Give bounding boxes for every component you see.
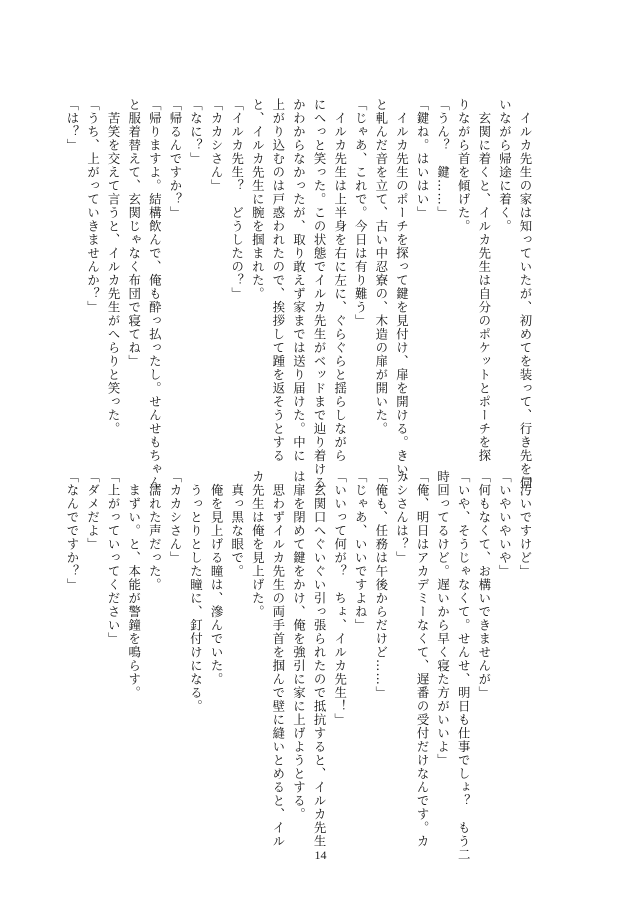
text-line: と服着替えて、玄関じゃなく布団で寝てね」	[126, 98, 142, 368]
text-line: 思わずイルカ先生の両手首を掴んで壁に縫いとめると、イル	[270, 470, 286, 848]
text-line: 「いやいやいや」	[497, 470, 513, 578]
text-line: 「汚いですけど」	[518, 470, 533, 578]
text-line: 「帰りますよ。結構飲んで、俺も酔っ払ったし。せんせもちゃん	[147, 98, 163, 490]
text-line: 玄関に着くと、イルカ先生は自分のポケットとポーチを探	[476, 98, 492, 463]
text-line: 「じゃあ、これで。今日は有り難う」	[353, 98, 369, 328]
text-line: 「なに？」	[188, 98, 204, 166]
text-line: いながら帰途に着く。	[497, 98, 513, 233]
text-line: うっとりとした瞳に、釘付けになる。	[188, 470, 204, 713]
text-line: 「うち、上がっていきませんか？」	[85, 98, 101, 314]
text-line: は扉を閉めて鍵をかけ、俺を強引に家に上げようとする。	[291, 470, 307, 821]
text-line: イルカ先生は上半身を右に左に、ぐらぐらと揺らしながら	[332, 98, 348, 463]
text-line: まずい。と、本能が警鐘を鳴らす。	[126, 470, 142, 700]
text-line: 「ダメだよ」	[85, 470, 101, 551]
text-line: 「俺も、任務は午後からだけど……」	[373, 470, 389, 700]
text-line: 「カカシさん」	[209, 98, 225, 193]
text-line: イルカ先生のポーチを探って鍵を見付け、扉を開ける。きい、	[394, 98, 410, 490]
text-line: と、イルカ先生に腕を掴まれた。	[250, 98, 266, 301]
text-line: 「は？」	[64, 98, 80, 152]
text-line: 「何もなくて、お構いできませんが」	[476, 470, 492, 700]
text-line: イルカ先生の家は知っていたが、初めてを装って、行き先を伺	[518, 98, 533, 490]
text-line: 時回ってるけど。遅いから早く寝た方がいいよ」	[435, 470, 451, 767]
text-line: 「カカシさん」	[167, 470, 183, 565]
text-line: 「上がっていってください」	[106, 470, 122, 646]
text-line: 「うん？ 鍵……」	[435, 98, 451, 220]
text-line: 「帰るんですか？」	[167, 98, 183, 220]
text-line: 俺を見上げる瞳は、滲んでいた。	[209, 470, 225, 686]
text-line: 「なんでですか？」	[64, 470, 80, 592]
text-line: 「じゃあ、いいですよね」	[353, 470, 369, 632]
text-line: カ先生は俺を見上げた。	[250, 470, 266, 619]
text-line: にへっと笑った。この状態でイルカ先生がベッドまで辿り着ける	[312, 98, 328, 490]
text-line: カシさんは？」	[394, 470, 410, 565]
page-number: 14	[314, 848, 327, 862]
text-line: 「いいって何が？ ちょ、イルカ先生！」	[332, 470, 348, 727]
text-line: 玄関口へぐいぐい引っ張られたので抵抗すると、イルカ先生	[312, 470, 328, 848]
text-line: 苦笑を交えて言うと、イルカ先生がへらりと笑った。	[106, 98, 122, 436]
text-line: 濡れた声だった。	[147, 470, 163, 592]
text-line: 「イルカ先生？ どうしたの？」	[229, 98, 245, 301]
text-line: りながら首を傾げた。	[456, 98, 472, 233]
text-line: かわからなかったが、取り敢えず家までは送り届けた。中に	[291, 98, 307, 463]
top-text-block	[61, 98, 535, 490]
text-line: 上がり込むのは戸惑われたので、挨拶して踵を返そうとする	[270, 98, 286, 463]
text-line: 「いや、そうじゃなくて。せんせ、明日も仕事でしょ？ もう二	[456, 470, 472, 862]
text-line: と軋んだ音を立て、古い中忍寮の、木造の扉が開いた。	[373, 98, 389, 436]
text-line: 「俺、明日はアカデミーなくて、遅番の受付だけなんです。カ	[415, 470, 431, 848]
text-line: 真っ黒な眼で。	[229, 470, 245, 578]
text-line: 「鍵ね。はいはい」	[415, 98, 431, 220]
